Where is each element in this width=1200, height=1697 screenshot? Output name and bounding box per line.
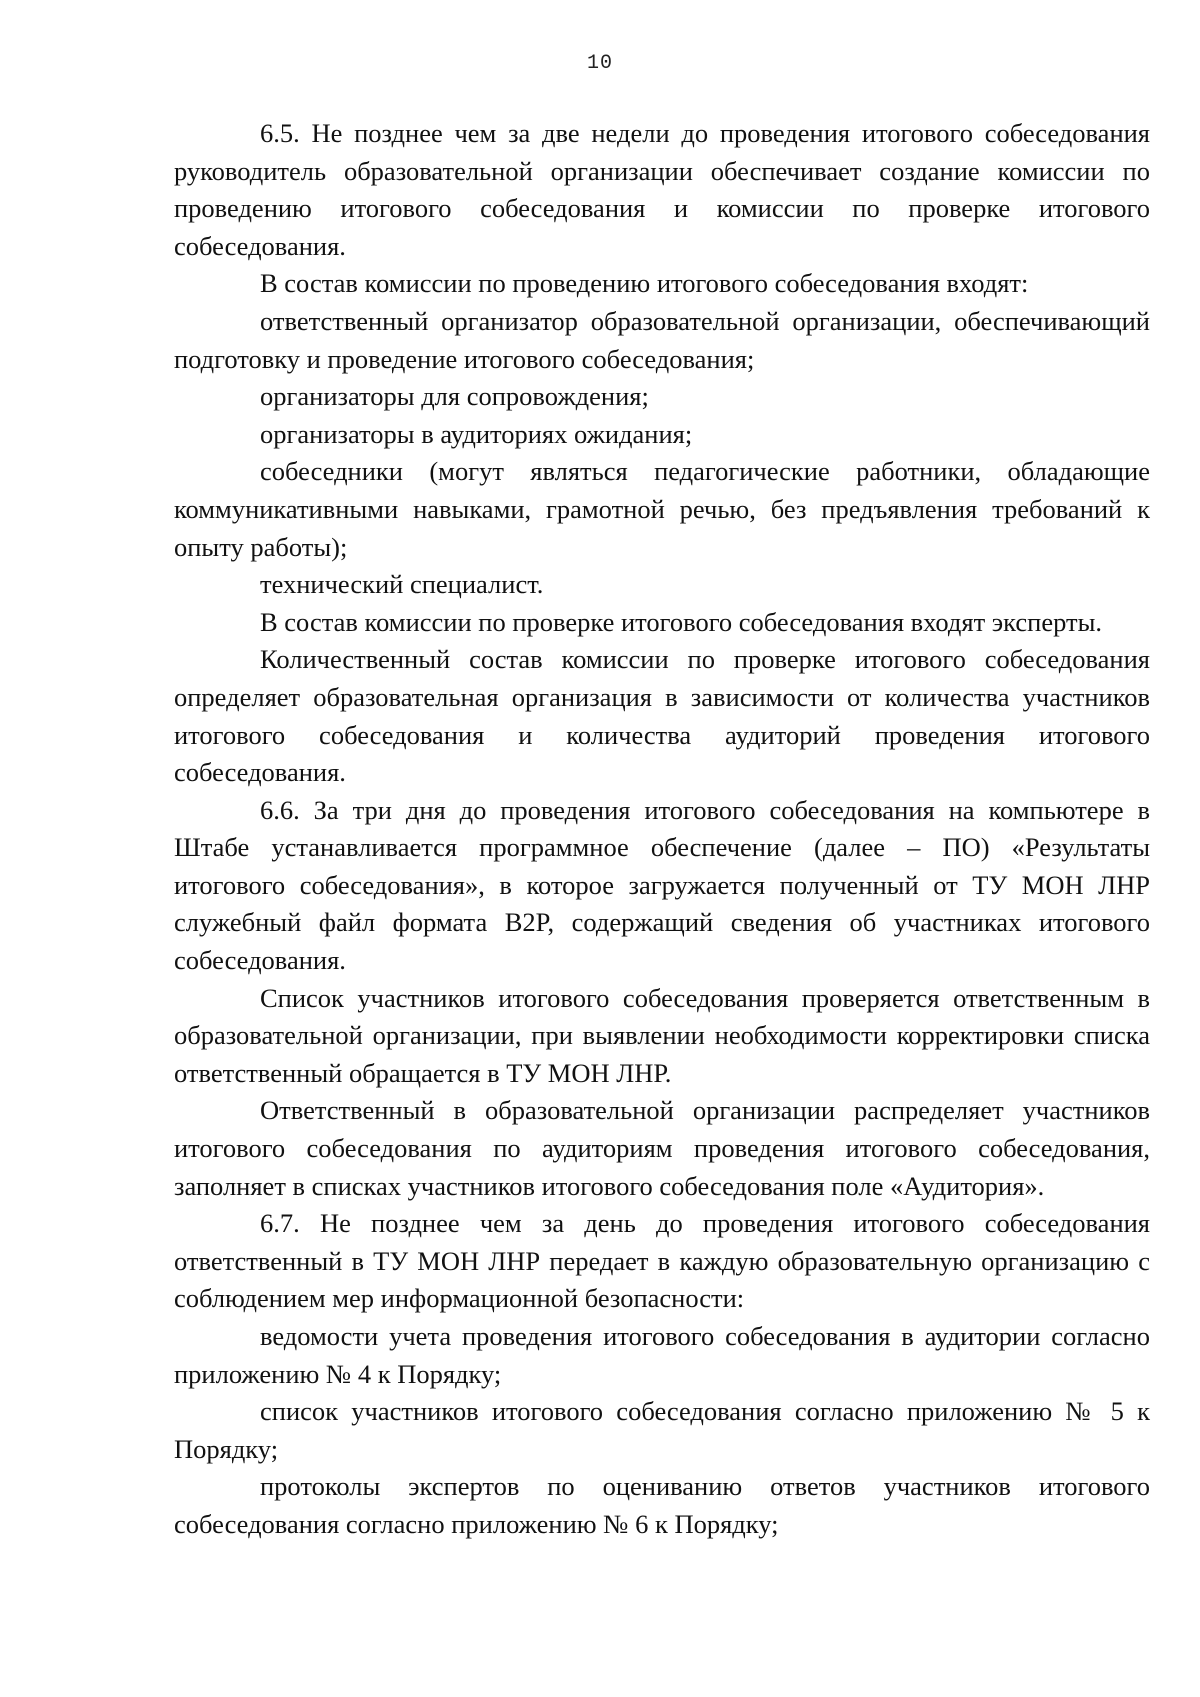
paragraph-6-7: 6.7. Не позднее чем за день до проведения итогового собеседования ответственный в ТУ МОН ЛНР передает в каждую образовательную организацию с соблюдением мер информационной безопасности: <box>174 1208 1150 1314</box>
paragraph-check-commission-size: Количественный состав комиссии по проверке итогового собеседования определяет образовательная организация в зависимости от количества участников итогового собеседования и количества аудиторий проведения итогового собеседования. <box>174 644 1150 788</box>
list-item-interlocutors: собеседники (могут являться педагогические работники, обладающие коммуникативными навыками, грамотной речью, без предъявления требований к опыту работы); <box>174 456 1150 562</box>
list-item-technical-specialist: технический специалист. <box>260 569 544 600</box>
paragraph-commission-composition: В состав комиссии по проведению итогового собеседования входят: <box>260 268 1029 299</box>
document-body <box>174 115 1150 1544</box>
list-item-participant-list: список участников итогового собеседования согласно приложению № 5 к Порядку; <box>174 1396 1150 1464</box>
list-item-responsible-organizer: ответственный организатор образовательной организации, обеспечивающий подготовку и проведение итогового собеседования; <box>174 305 1150 374</box>
paragraph-participant-list-check: Список участников итогового собеседования проверяется ответственным в образовательной организации, при выявлении необходимости корректировки списка ответственный обращается в ТУ МОН ЛНР. <box>174 982 1150 1088</box>
list-item-attendance-sheets: ведомости учета проведения итогового собеседования в аудитории согласно приложению № 4 к Порядку; <box>174 1321 1150 1389</box>
paragraph-6-5: 6.5. Не позднее чем за две недели до проведения итогового собеседования руководитель образовательной организации обеспечивает создание комиссии по проведению итогового собеседования и комиссии по проверке итогового собеседования. <box>174 118 1150 261</box>
list-item-expert-protocols: протоколы экспертов по оцениванию ответов участников итогового собеседования согласно приложению № 6 к Порядку; <box>174 1471 1150 1539</box>
list-item-escort-organizers: организаторы для сопровождения; <box>260 381 649 412</box>
list-item-waiting-room-organizers: организаторы в аудиториях ожидания; <box>260 418 693 449</box>
paragraph-6-6: 6.6. За три дня до проведения итогового собеседования на компьютере в Штабе устанавливается программное обеспечение (далее – ПО) «Результаты итогового собеседования», в которое загружается полученный от ТУ МОН ЛНР служебный файл формата B2P, содержащий сведения об участниках итогового собеседования. <box>174 794 1150 976</box>
paragraph-check-commission: В состав комиссии по проверке итогового собеседования входят эксперты. <box>260 606 1102 637</box>
page-number: 10 <box>586 52 613 75</box>
paragraph-participant-distribution: Ответственный в образовательной организации распределяет участников итогового собеседования по аудиториям проведения итогового собеседования, заполняет в списках участников итогового собеседования поле «Аудитория». <box>174 1095 1150 1201</box>
